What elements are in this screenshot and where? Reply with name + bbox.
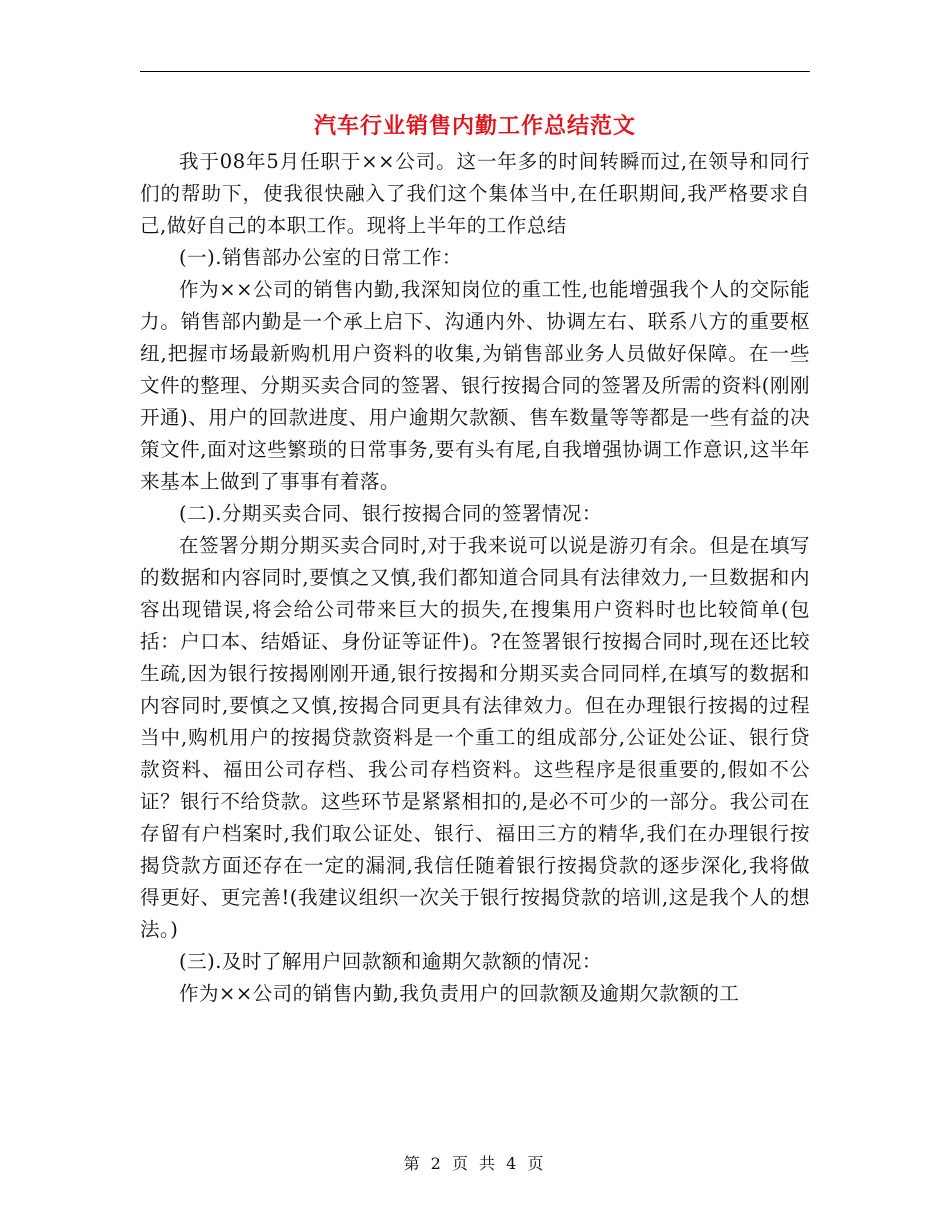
section-heading-1: (一).销售部办公室的日常工作： (179, 246, 462, 269)
paragraph-section-3: 作为××公司的销售内勤,我负责用户的回款额及逾期欠款额的工 (179, 982, 740, 1005)
section-heading-3: (三).及时了解用户回款额和逾期欠款额的情况： (179, 950, 602, 973)
header-rule (140, 71, 810, 72)
document-title: 汽车行业销售内勤工作总结范文 (313, 113, 636, 139)
paragraph-section-1: 作为××公司的销售内勤,我深知岗位的重工性,也能增强我个人的交际能力。销售部内勤是一个承上启下、沟通内外、协调左右、联系八方的重要枢纽,把握市场最新购机用户资料的收集,为销售部业务人员做好保障。在一些文件的整理、分期买卖合同的签署、银行按揭合同的签署及所需的资料(刚刚开通)、用户的回款进度、用户逾期欠款额、售车数量等等都是一些有益的决策文件,面对这些繁琐的日常事务,要有头有尾,自我增强协调工作意识,这半年来基本上做到了事事有着落。 (140, 278, 810, 493)
paragraph-intro: 我于08年5月任职于××公司。这一年多的时间转瞬而过,在领导和同行们的帮助下，使我很快融入了我们这个集体当中,在任职期间,我严格要求自己,做好自己的本职工作。现将上半年的工作总结 (140, 150, 810, 237)
document-body (140, 146, 810, 1010)
section-heading-2: (二).分期买卖合同、银行按揭合同的签署情况： (179, 502, 602, 525)
paragraph-section-2: 在签署分期分期买卖合同时,对于我来说可以说是游刃有余。但是在填写的数据和内容同时,要慎之又慎,我们都知道合同具有法律效力,一旦数据和内容出现错误,将会给公司带来巨大的损失,在搜集用户资料时也比较简单(包括：户口本、结婚证、身份证等证件)。?在签署银行按揭合同时,现在还比较生疏,因为银行按揭刚刚开通,银行按揭和分期买卖合同同样,在填写的数据和内容同时,要慎之又慎,按揭合同更具有法律效力。但在办理银行按揭的过程当中,购机用户的按揭贷款资料是一个重工的组成部分,公证处公证、银行贷款资料、福田公司存档、我公司存档资料。这些程序是很重要的,假如不公证？银行不给贷款。这些环节是紧紧相扣的,是必不可少的一部分。我公司在存留有户档案时,我们取公证处、银行、福田三方的精华,我们在办理银行按揭贷款方面还存在一定的漏洞,我信任随着银行按揭贷款的逐步深化,我将做得更好、更完善!(我建议组织一次关于银行按揭贷款的培训,这是我个人的想法。) (140, 534, 810, 941)
page-number: 第 2 页 共 4 页 (403, 1154, 547, 1173)
